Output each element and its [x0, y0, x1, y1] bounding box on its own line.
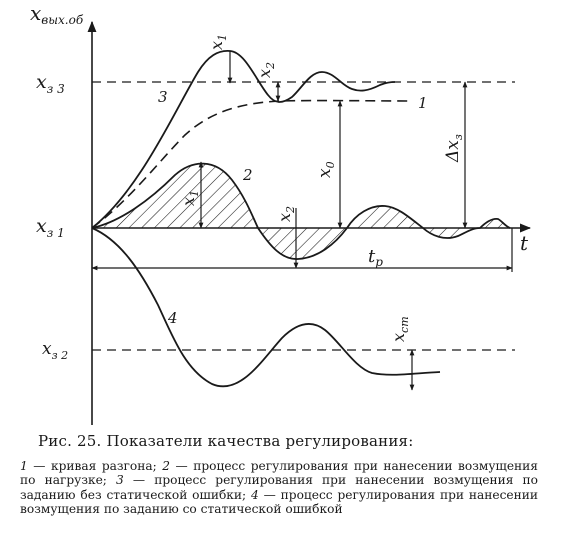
x-axis-label: t: [520, 231, 529, 255]
legend-item-3: 3 — процесс регулирования при нанесении возмущения по заданию без статической ошибки;: [20, 473, 538, 502]
legend-item-2: 2 — процесс регулирования при нанесении возмущения по нагрузке;: [20, 459, 538, 488]
curve-4-label: 4: [168, 309, 178, 327]
x2-top-label: $x_2$: [255, 61, 277, 78]
level-z2-label: $x_{з 2}$: [42, 339, 69, 362]
curve-3-label: 3: [158, 88, 168, 106]
delta-label: $\Delta x_з$: [443, 134, 465, 162]
curve-2-hatch-area: [92, 164, 508, 259]
legend-item-4: 4 — процесс регулирования при нанесении возмущения по заданию со статической ошибкой: [20, 487, 538, 516]
curve-2-label: 2: [243, 166, 253, 184]
xst-label: $x_{ст}$: [389, 316, 411, 342]
level-z1-label: $x_{з 1}$: [36, 215, 65, 240]
x1-top-label: $x_1$: [207, 33, 229, 50]
level-z3-label: $x_{з 3}$: [36, 71, 65, 96]
y-axis-label: $x_{вых.об}$: [30, 1, 84, 27]
figure-legend: [20, 459, 538, 516]
x2-mid-label: $x_2$: [275, 205, 297, 222]
x1-mid-label: $x_1$: [179, 189, 201, 206]
curve-4: [92, 228, 440, 386]
figure-caption-title: Рис. 25. Показатели качества регулирования:: [38, 432, 414, 450]
tp-label: $t_р$: [368, 246, 383, 269]
legend-item-1: 1 — кривая разгона;: [20, 459, 163, 473]
x0-label: $x_0$: [315, 161, 337, 178]
curve-1-label: 1: [418, 94, 428, 112]
